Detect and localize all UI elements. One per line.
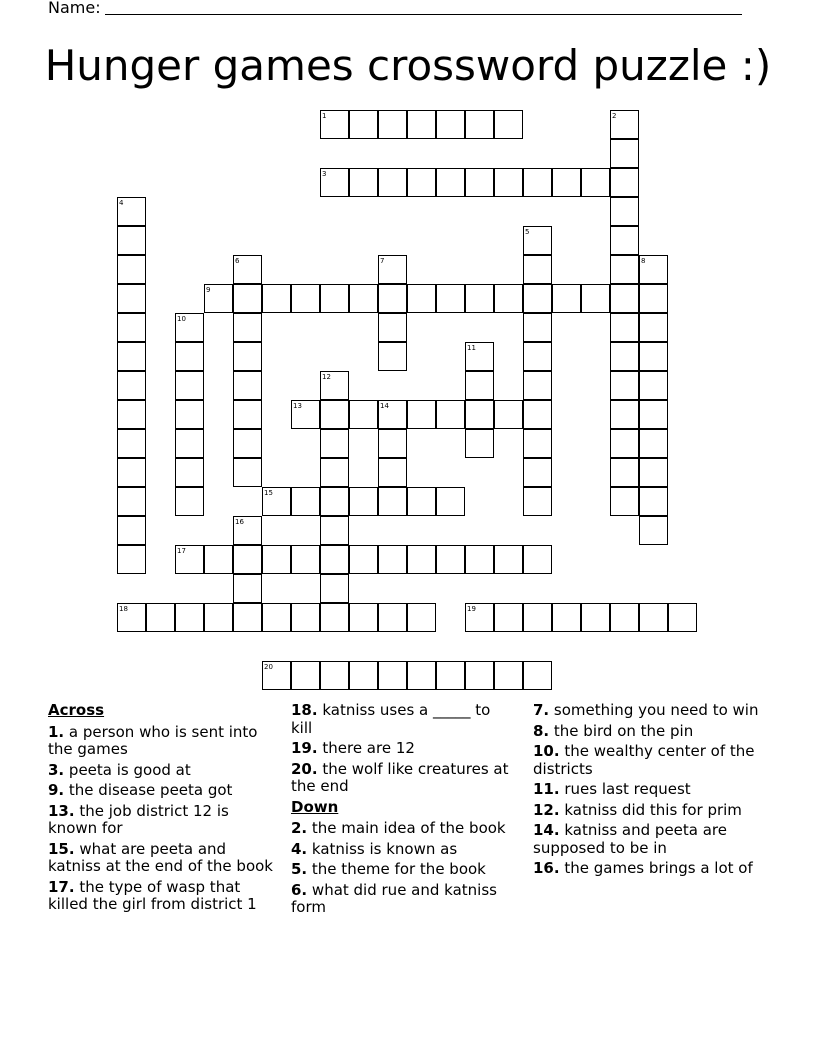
clue-across-1: 1. a person who is sent into the games	[48, 722, 258, 758]
grid-cell[interactable]	[494, 284, 523, 313]
clue-number-label: 16	[235, 518, 244, 526]
clue-down-10: 10. the wealthy center of the districts	[533, 742, 755, 778]
grid-cell[interactable]	[117, 342, 146, 371]
grid-cell[interactable]	[378, 603, 407, 632]
grid-cell[interactable]	[233, 313, 262, 342]
grid-cell[interactable]	[349, 603, 378, 632]
grid-cell[interactable]	[523, 342, 552, 371]
grid-cell[interactable]	[146, 603, 175, 632]
grid-cell[interactable]	[581, 284, 610, 313]
grid-cell[interactable]	[291, 487, 320, 516]
grid-cell[interactable]	[175, 458, 204, 487]
clue-down-12: 12. katniss did this for prim	[533, 800, 742, 819]
clue-number-label: 11	[467, 344, 476, 352]
grid-cell[interactable]	[117, 487, 146, 516]
grid-cell[interactable]	[494, 168, 523, 197]
grid-cell[interactable]	[407, 110, 436, 139]
grid-cell[interactable]	[610, 400, 639, 429]
grid-cell[interactable]	[523, 661, 552, 690]
grid-cell[interactable]	[117, 545, 146, 574]
clue-down-14: 14. katniss and peeta are supposed to be in	[533, 821, 727, 857]
clue-number-label: 6	[235, 257, 240, 265]
grid-cell[interactable]	[494, 110, 523, 139]
grid-cell[interactable]	[523, 168, 552, 197]
clue-number-label: 14	[380, 402, 389, 410]
grid-cell[interactable]	[639, 342, 668, 371]
grid-cell[interactable]	[552, 284, 581, 313]
grid-cell[interactable]	[320, 516, 349, 545]
grid-cell[interactable]	[320, 400, 349, 429]
grid-cell[interactable]	[117, 400, 146, 429]
clue-across-3: 3. peeta is good at	[48, 760, 191, 779]
clue-across-13: 13. the job district 12 is known for	[48, 801, 229, 837]
grid-cell[interactable]	[233, 371, 262, 400]
grid-cell[interactable]	[349, 110, 378, 139]
grid-cell[interactable]	[233, 342, 262, 371]
grid-cell[interactable]	[610, 313, 639, 342]
across-heading: Across	[48, 701, 105, 719]
grid-cell[interactable]	[349, 400, 378, 429]
grid-cell[interactable]	[639, 400, 668, 429]
grid-cell[interactable]	[117, 516, 146, 545]
grid-cell[interactable]	[523, 603, 552, 632]
grid-cell[interactable]	[320, 603, 349, 632]
grid-cell[interactable]	[436, 487, 465, 516]
grid-cell[interactable]	[320, 545, 349, 574]
grid-cell[interactable]	[523, 429, 552, 458]
down-heading: Down	[291, 797, 339, 816]
clue-number-label: 13	[293, 402, 302, 410]
grid-cell[interactable]	[494, 603, 523, 632]
grid-cell[interactable]	[436, 168, 465, 197]
clue-across-18: 18. katniss uses a _____ to kill	[291, 701, 491, 737]
grid-cell[interactable]	[407, 603, 436, 632]
grid-cell[interactable]	[233, 603, 262, 632]
grid-cell[interactable]	[465, 661, 494, 690]
grid-cell[interactable]	[349, 284, 378, 313]
clue-number-label: 4	[119, 199, 124, 207]
grid-cell[interactable]	[465, 371, 494, 400]
grid-cell[interactable]	[639, 458, 668, 487]
grid-cell[interactable]	[610, 487, 639, 516]
clue-number-label: 15	[264, 489, 273, 497]
grid-cell[interactable]	[523, 371, 552, 400]
grid-cell[interactable]	[552, 168, 581, 197]
grid-cell[interactable]	[523, 487, 552, 516]
grid-cell[interactable]	[117, 429, 146, 458]
grid-cell[interactable]	[465, 545, 494, 574]
grid-cell[interactable]	[233, 284, 262, 313]
grid-cell[interactable]	[175, 603, 204, 632]
grid-cell[interactable]	[117, 284, 146, 313]
grid-cell[interactable]	[349, 661, 378, 690]
grid-cell[interactable]	[117, 313, 146, 342]
clue-number-label: 8	[641, 257, 646, 265]
grid-cell[interactable]	[320, 574, 349, 603]
grid-cell[interactable]	[523, 284, 552, 313]
grid-cell[interactable]	[668, 603, 697, 632]
grid-cell[interactable]	[552, 603, 581, 632]
clue-across-9: 9. the disease peeta got	[48, 781, 233, 799]
grid-cell[interactable]	[262, 545, 291, 574]
grid-cell[interactable]	[494, 661, 523, 690]
grid-cell[interactable]	[204, 603, 233, 632]
clues-column-2	[291, 702, 516, 920]
grid-cell[interactable]	[378, 284, 407, 313]
grid-cell[interactable]	[523, 545, 552, 574]
grid-cell[interactable]	[494, 545, 523, 574]
grid-cell[interactable]	[233, 400, 262, 429]
grid-cell[interactable]	[349, 168, 378, 197]
grid-cell[interactable]	[378, 429, 407, 458]
grid-cell[interactable]	[233, 458, 262, 487]
grid-cell[interactable]	[639, 371, 668, 400]
grid-cell[interactable]	[639, 516, 668, 545]
clue-number-label: 2	[612, 112, 617, 120]
grid-cell[interactable]	[349, 487, 378, 516]
grid-cell[interactable]	[378, 342, 407, 371]
grid-cell[interactable]	[465, 168, 494, 197]
grid-cell[interactable]	[320, 284, 349, 313]
grid-cell[interactable]	[262, 284, 291, 313]
grid-cell[interactable]	[407, 284, 436, 313]
grid-cell[interactable]	[117, 371, 146, 400]
grid-cell[interactable]	[610, 168, 639, 197]
grid-cell[interactable]	[610, 371, 639, 400]
grid-cell[interactable]	[407, 400, 436, 429]
grid-cell[interactable]	[610, 284, 639, 313]
grid-cell[interactable]	[175, 487, 204, 516]
grid-cell[interactable]	[465, 429, 494, 458]
grid-cell[interactable]	[407, 661, 436, 690]
grid-cell[interactable]	[117, 458, 146, 487]
clue-across-17: 17. the type of wasp that killed the girl from district 1	[48, 877, 257, 913]
grid-cell[interactable]	[117, 255, 146, 284]
grid-cell[interactable]	[378, 313, 407, 342]
clue-down-5: 5. the theme for the book	[291, 860, 486, 878]
page-title: Hunger games crossword puzzle :)	[44, 41, 772, 90]
grid-cell[interactable]	[407, 168, 436, 197]
clue-number-label: 17	[177, 547, 186, 555]
grid-cell[interactable]	[639, 429, 668, 458]
clue-number-label: 3	[322, 170, 327, 178]
grid-cell[interactable]	[291, 603, 320, 632]
grid-cell[interactable]	[465, 284, 494, 313]
grid-cell[interactable]	[494, 400, 523, 429]
grid-cell[interactable]	[378, 168, 407, 197]
grid-cell[interactable]	[436, 545, 465, 574]
grid-cell[interactable]	[436, 110, 465, 139]
grid-cell[interactable]	[117, 226, 146, 255]
grid-cell[interactable]	[523, 255, 552, 284]
clue-down-2: 2. the main idea of the book	[291, 819, 506, 837]
grid-cell[interactable]	[378, 487, 407, 516]
grid-cell[interactable]	[581, 168, 610, 197]
clue-down-7: 7. something you need to win	[533, 701, 759, 719]
grid-cell[interactable]	[175, 342, 204, 371]
clue-down-6: 6. what did rue and katniss form	[291, 880, 497, 916]
grid-cell[interactable]	[320, 458, 349, 487]
grid-cell[interactable]	[610, 342, 639, 371]
clues-column-3	[533, 702, 768, 881]
clue-across-15: 15. what are peeta and katniss at the end of the book	[48, 839, 273, 875]
grid-cell[interactable]	[262, 603, 291, 632]
grid-cell[interactable]	[233, 429, 262, 458]
clue-number-label: 7	[380, 257, 385, 265]
grid-cell[interactable]	[291, 545, 320, 574]
grid-cell[interactable]	[610, 603, 639, 632]
clue-across-20: 20. the wolf like creatures at the end	[291, 759, 509, 795]
clue-across-19: 19. there are 12	[291, 739, 415, 757]
clue-down-11: 11. rues last request	[533, 780, 691, 798]
grid-cell[interactable]	[175, 429, 204, 458]
grid-cell[interactable]	[639, 313, 668, 342]
grid-cell[interactable]	[610, 197, 639, 226]
grid-cell[interactable]	[291, 284, 320, 313]
grid-cell[interactable]	[610, 139, 639, 168]
grid-cell[interactable]	[436, 284, 465, 313]
clue-number-label: 20	[264, 663, 273, 671]
grid-cell[interactable]	[610, 429, 639, 458]
grid-cell[interactable]	[610, 458, 639, 487]
clue-number-label: 18	[119, 605, 128, 613]
grid-cell[interactable]	[291, 661, 320, 690]
grid-cell[interactable]	[523, 313, 552, 342]
grid-cell[interactable]	[320, 661, 349, 690]
grid-cell[interactable]	[639, 603, 668, 632]
clue-number-label: 5	[525, 228, 530, 236]
grid-cell[interactable]	[407, 487, 436, 516]
grid-cell[interactable]	[639, 487, 668, 516]
grid-cell[interactable]	[581, 603, 610, 632]
grid-cell[interactable]	[523, 458, 552, 487]
grid-cell[interactable]	[610, 226, 639, 255]
grid-cell[interactable]	[233, 545, 262, 574]
grid-cell[interactable]	[378, 110, 407, 139]
clue-number-label: 9	[206, 286, 211, 294]
grid-cell[interactable]	[639, 284, 668, 313]
grid-cell[interactable]	[378, 545, 407, 574]
grid-cell[interactable]	[465, 400, 494, 429]
grid-cell[interactable]	[175, 400, 204, 429]
clues-column-1	[48, 702, 280, 917]
name-label: Name:	[48, 0, 101, 17]
grid-cell[interactable]	[320, 487, 349, 516]
grid-cell[interactable]	[407, 545, 436, 574]
clue-down-8: 8. the bird on the pin	[533, 721, 694, 740]
clue-down-16: 16. the games brings a lot of	[533, 859, 753, 877]
grid-cell[interactable]	[349, 545, 378, 574]
clue-number-label: 10	[177, 315, 186, 323]
grid-cell[interactable]	[204, 545, 233, 574]
clue-number-label: 1	[322, 112, 327, 120]
grid-cell[interactable]	[523, 400, 552, 429]
clue-down-4: 4. katniss is known as	[291, 839, 458, 858]
clue-number-label: 12	[322, 373, 331, 381]
grid-cell[interactable]	[378, 661, 407, 690]
grid-cell[interactable]	[378, 458, 407, 487]
grid-cell[interactable]	[233, 574, 262, 603]
clue-number-label: 19	[467, 605, 476, 613]
grid-cell[interactable]	[436, 400, 465, 429]
grid-cell[interactable]	[465, 110, 494, 139]
grid-cell[interactable]	[175, 371, 204, 400]
grid-cell[interactable]	[436, 661, 465, 690]
grid-cell[interactable]	[320, 429, 349, 458]
grid-cell[interactable]	[610, 255, 639, 284]
